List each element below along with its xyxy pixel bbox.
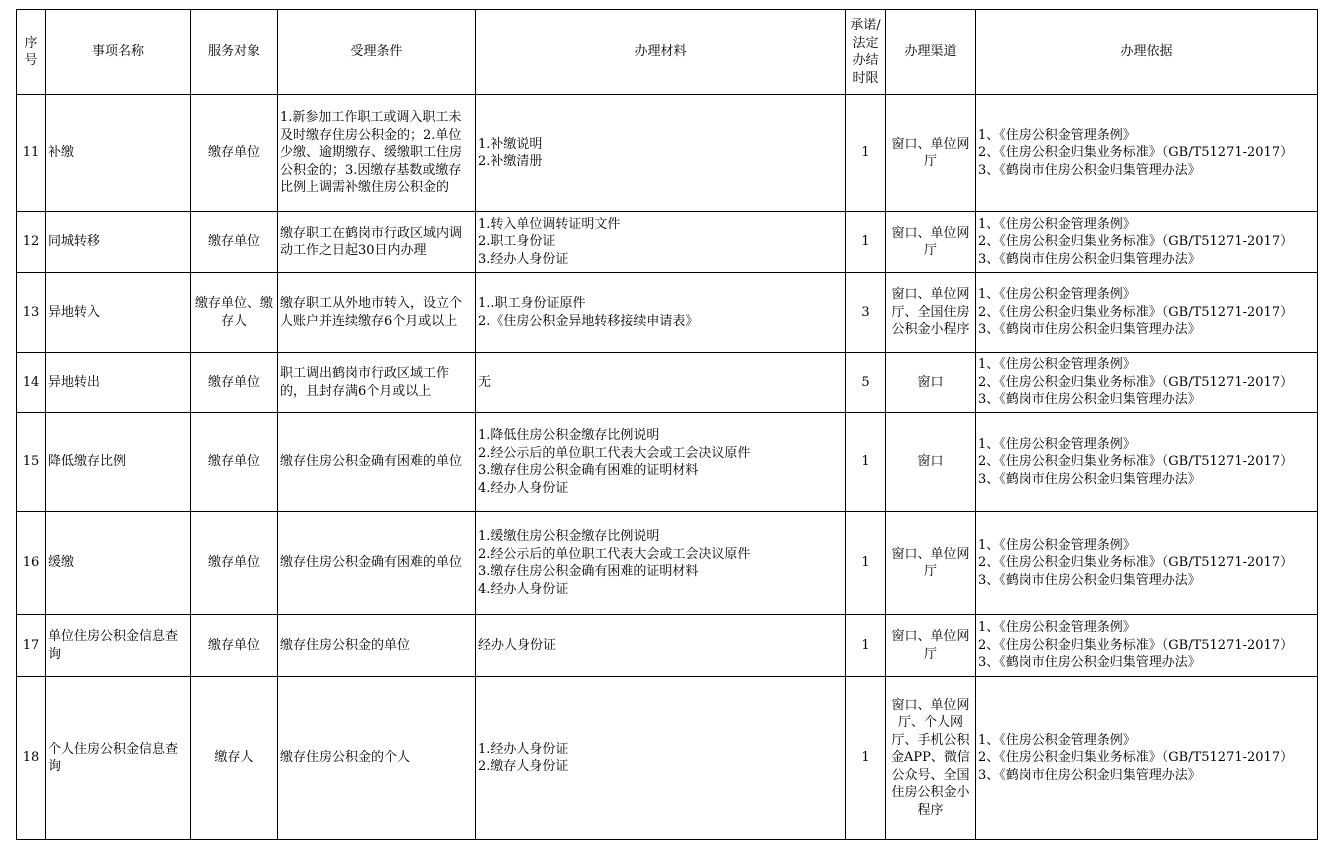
cell-channel: 窗口: [886, 413, 976, 512]
cell-seq: 18: [17, 677, 46, 840]
cell-materials: 1..职工身份证原件 2.《住房公积金异地转移接续申请表》: [476, 273, 846, 353]
service-items-table: [16, 9, 1318, 840]
cell-basis: 1、《住房公积金管理条例》 2、《住房公积金归集业务标准》（GB/T51271-2017） 3、《鹤岗市住房公积金归集管理办法》: [976, 95, 1318, 212]
cell-channel: 窗口、单位网厅: [886, 512, 976, 615]
cell-seq: 11: [17, 95, 46, 212]
cell-name: 个人住房公积金信息查询: [46, 677, 191, 840]
cell-name: 降低缴存比例: [46, 413, 191, 512]
cell-basis: 1、《住房公积金管理条例》 2、《住房公积金归集业务标准》（GB/T51271-2017） 3、《鹤岗市住房公积金归集管理办法》: [976, 677, 1318, 840]
cell-name: 补缴: [46, 95, 191, 212]
header-name: 事项名称: [46, 10, 191, 95]
cell-basis: 1、《住房公积金管理条例》 2、《住房公积金归集业务标准》（GB/T51271-2017） 3、《鹤岗市住房公积金归集管理办法》: [976, 273, 1318, 353]
cell-materials: 无: [476, 353, 846, 413]
table-row: [17, 413, 1318, 512]
cell-basis: 1、《住房公积金管理条例》 2、《住房公积金归集业务标准》（GB/T51271-2017） 3、《鹤岗市住房公积金归集管理办法》: [976, 413, 1318, 512]
cell-target: 缴存单位: [191, 512, 278, 615]
table-row: [17, 273, 1318, 353]
cell-seq: 16: [17, 512, 46, 615]
table-row: [17, 95, 1318, 212]
cell-conditions: 缴存住房公积金确有困难的单位: [278, 413, 476, 512]
header-channel: 办理渠道: [886, 10, 976, 95]
cell-name: 同城转移: [46, 212, 191, 273]
cell-materials: 1.经办人身份证 2.缴存人身份证: [476, 677, 846, 840]
cell-time-limit: 1: [846, 212, 886, 273]
cell-time-limit: 1: [846, 615, 886, 677]
cell-target: 缴存单位: [191, 413, 278, 512]
header-row: [17, 10, 1318, 95]
cell-conditions: 缴存住房公积金确有困难的单位: [278, 512, 476, 615]
cell-seq: 14: [17, 353, 46, 413]
cell-basis: 1、《住房公积金管理条例》 2、《住房公积金归集业务标准》（GB/T51271-2017） 3、《鹤岗市住房公积金归集管理办法》: [976, 353, 1318, 413]
cell-time-limit: 5: [846, 353, 886, 413]
cell-target: 缴存单位: [191, 615, 278, 677]
cell-conditions: 缴存住房公积金的单位: [278, 615, 476, 677]
header-seq: 序号: [17, 10, 46, 95]
cell-conditions: 1.新参加工作职工或调入职工未及时缴存住房公积金的；2.单位少缴、逾期缴存、缓缴职工住房公积金的；3.因缴存基数或缴存比例上调需补缴住房公积金的: [278, 95, 476, 212]
cell-channel: 窗口: [886, 353, 976, 413]
cell-conditions: 职工调出鹤岗市行政区域工作的，且封存满6个月或以上: [278, 353, 476, 413]
header-target: 服务对象: [191, 10, 278, 95]
cell-name: 异地转出: [46, 353, 191, 413]
cell-materials: 1.补缴说明 2.补缴清册: [476, 95, 846, 212]
header-time-limit: 承诺/法定办结时限: [846, 10, 886, 95]
table-row: [17, 512, 1318, 615]
cell-basis: 1、《住房公积金管理条例》 2、《住房公积金归集业务标准》（GB/T51271-2017） 3、《鹤岗市住房公积金归集管理办法》: [976, 212, 1318, 273]
cell-target: 缴存人: [191, 677, 278, 840]
table-row: [17, 615, 1318, 677]
cell-seq: 13: [17, 273, 46, 353]
cell-time-limit: 3: [846, 273, 886, 353]
cell-name: 异地转入: [46, 273, 191, 353]
cell-name: 缓缴: [46, 512, 191, 615]
cell-seq: 12: [17, 212, 46, 273]
cell-basis: 1、《住房公积金管理条例》 2、《住房公积金归集业务标准》（GB/T51271-2017） 3、《鹤岗市住房公积金归集管理办法》: [976, 615, 1318, 677]
cell-seq: 17: [17, 615, 46, 677]
table-row: [17, 212, 1318, 273]
cell-channel: 窗口、单位网厅: [886, 212, 976, 273]
cell-materials: 经办人身份证: [476, 615, 846, 677]
cell-target: 缴存单位、缴存人: [191, 273, 278, 353]
cell-materials: 1.降低住房公积金缴存比例说明 2.经公示后的单位职工代表大会或工会决议原件 3.缴存住房公积金确有困难的证明材料 4.经办人身份证: [476, 413, 846, 512]
cell-channel: 窗口、单位网厅: [886, 615, 976, 677]
table-row: [17, 677, 1318, 840]
cell-target: 缴存单位: [191, 353, 278, 413]
header-conditions: 受理条件: [278, 10, 476, 95]
cell-target: 缴存单位: [191, 212, 278, 273]
cell-target: 缴存单位: [191, 95, 278, 212]
cell-channel: 窗口、单位网厅、个人网厅、手机公积金APP、微信公众号、全国住房公积金小程序: [886, 677, 976, 840]
cell-channel: 窗口、单位网厅、全国住房公积金小程序: [886, 273, 976, 353]
cell-conditions: 缴存职工在鹤岗市行政区域内调动工作之日起30日内办理: [278, 212, 476, 273]
cell-seq: 15: [17, 413, 46, 512]
cell-channel: 窗口、单位网厅: [886, 95, 976, 212]
header-materials: 办理材料: [476, 10, 846, 95]
cell-conditions: 缴存职工从外地市转入，设立个人账户并连续缴存6个月或以上: [278, 273, 476, 353]
cell-time-limit: 1: [846, 677, 886, 840]
cell-time-limit: 1: [846, 413, 886, 512]
cell-materials: 1.转入单位调转证明文件 2.职工身份证 3.经办人身份证: [476, 212, 846, 273]
cell-basis: 1、《住房公积金管理条例》 2、《住房公积金归集业务标准》（GB/T51271-2017） 3、《鹤岗市住房公积金归集管理办法》: [976, 512, 1318, 615]
header-basis: 办理依据: [976, 10, 1318, 95]
cell-time-limit: 1: [846, 95, 886, 212]
cell-materials: 1.缓缴住房公积金缴存比例说明 2.经公示后的单位职工代表大会或工会决议原件 3.缴存住房公积金确有困难的证明材料 4.经办人身份证: [476, 512, 846, 615]
table-row: [17, 353, 1318, 413]
cell-conditions: 缴存住房公积金的个人: [278, 677, 476, 840]
cell-time-limit: 1: [846, 512, 886, 615]
cell-name: 单位住房公积金信息查询: [46, 615, 191, 677]
